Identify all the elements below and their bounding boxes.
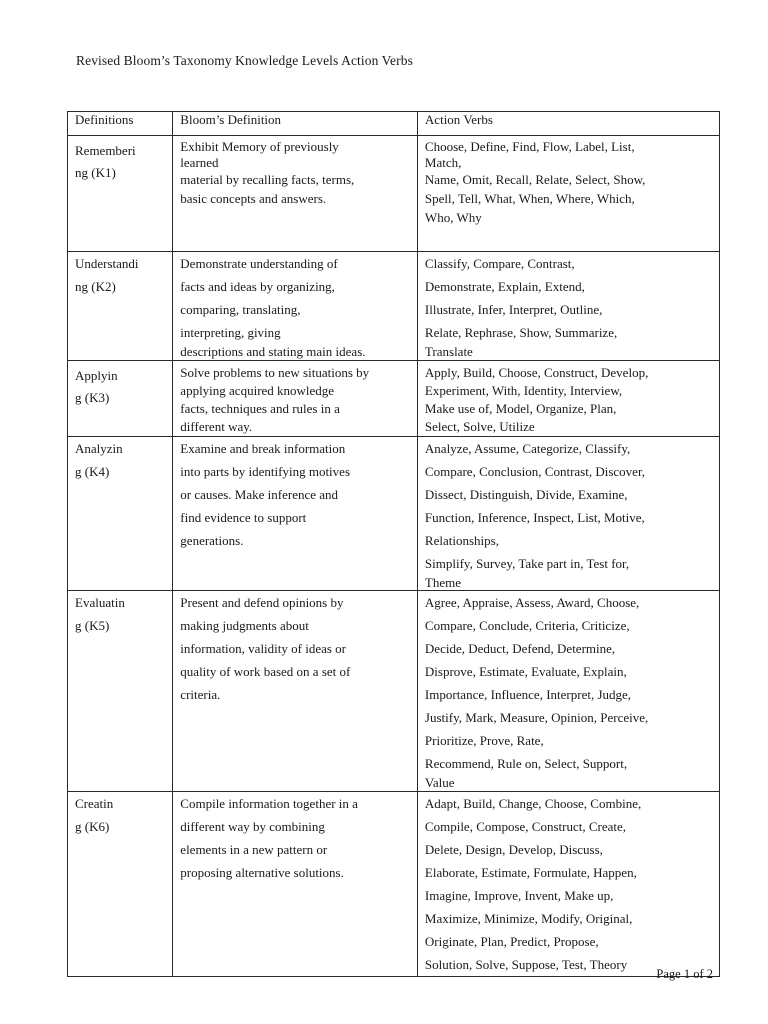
verbs-cell-k3 — [417, 361, 719, 437]
definition-line: facts and ideas by organizing, — [180, 279, 335, 294]
table-row-k6 — [68, 792, 720, 977]
verbs-line: Delete, Design, Develop, Discuss, — [424, 842, 603, 857]
verbs-line: Maximize, Minimize, Modify, Original, — [424, 911, 633, 926]
level-line: Understandi — [75, 256, 139, 271]
definition-line: information, validity of ideas or — [180, 641, 347, 656]
definition-line: generations. — [180, 533, 244, 548]
level-cell-k2 — [68, 252, 173, 361]
table-row-k5 — [68, 591, 720, 792]
definition-line: criteria. — [180, 687, 221, 702]
definition-line: facts, techniques and rules in a — [180, 401, 340, 416]
definition-line: find evidence to support — [180, 510, 307, 525]
level-line: ng (K1) — [75, 165, 116, 180]
verbs-line: Relationships, — [424, 533, 499, 548]
verbs-cell-k5 — [417, 591, 719, 792]
verbs-line: Function, Inference, Inspect, List, Motive, — [424, 510, 645, 525]
definition-line: basic concepts and answers. — [180, 191, 327, 206]
verbs-line: Originate, Plan, Predict, Propose, — [424, 934, 599, 949]
definition-cell-k3 — [173, 361, 418, 437]
verbs-line: Justify, Mark, Measure, Opinion, Perceive, — [424, 710, 649, 725]
verbs-line: Agree, Appraise, Assess, Award, Choose, — [424, 595, 640, 610]
verbs-cell-k2 — [417, 252, 719, 361]
definition-line: into parts by identifying motives — [180, 464, 351, 479]
header-blooms-definition: Bloom’s Definition — [173, 112, 418, 136]
table-row-k2 — [68, 252, 720, 361]
verbs-cell-k6 — [417, 792, 719, 977]
definition-line: descriptions and stating main ideas. — [180, 344, 366, 359]
header-definitions: Definitions — [68, 112, 173, 136]
definition-line: making judgments about — [180, 618, 309, 633]
verbs-line: Translate — [424, 344, 473, 359]
verbs-line: Importance, Influence, Interpret, Judge, — [424, 687, 632, 702]
verbs-line: Illustrate, Infer, Interpret, Outline, — [424, 302, 603, 317]
table-header-row — [68, 112, 720, 136]
definition-line: Demonstrate understanding of — [180, 256, 338, 271]
definition-line: interpreting, giving — [180, 325, 281, 340]
verbs-line: Select, Solve, Utilize — [424, 419, 535, 434]
definition-line: Compile information together in a — [180, 796, 358, 811]
definition-line: proposing alternative solutions. — [180, 865, 344, 880]
verbs-line: Classify, Compare, Contrast, — [424, 256, 575, 271]
definition-cell-k1 — [173, 136, 418, 252]
verbs-line: Compile, Compose, Construct, Create, — [424, 819, 627, 834]
level-cell-k1 — [68, 136, 173, 252]
verbs-line: Disprove, Estimate, Evaluate, Explain, — [424, 664, 627, 679]
verbs-line: Choose, Define, Find, Flow, Label, List, — [424, 139, 635, 154]
level-cell-k3 — [68, 361, 173, 437]
level-line: ng (K2) — [75, 279, 116, 294]
level-line: Evaluatin — [75, 595, 125, 610]
header-action-verbs: Action Verbs — [417, 112, 719, 136]
definition-cell-k2 — [173, 252, 418, 361]
definition-line: elements in a new pattern or — [180, 842, 328, 857]
document-title: Revised Bloom’s Taxonomy Knowledge Levels Action Verbs — [76, 53, 413, 68]
level-cell-k5 — [68, 591, 173, 792]
verbs-line: Decide, Deduct, Defend, Determine, — [424, 641, 616, 656]
level-line: Creatin — [75, 796, 114, 811]
verbs-line: Dissect, Distinguish, Divide, Examine, — [424, 487, 628, 502]
table-row-k4 — [68, 437, 720, 591]
verbs-line: Analyze, Assume, Categorize, Classify, — [424, 441, 631, 456]
definition-cell-k5 — [173, 591, 418, 792]
level-cell-k4 — [68, 437, 173, 591]
definition-line: material by recalling facts, terms, — [180, 172, 355, 187]
verbs-line: Match, — [424, 154, 462, 170]
level-line: g (K3) — [75, 390, 110, 405]
definition-line: Present and defend opinions by — [180, 595, 344, 610]
page-number: Page 1 of 2 — [656, 967, 713, 981]
definition-line: different way by combining — [180, 819, 325, 834]
verbs-line: Theme — [424, 575, 462, 590]
verbs-line: Name, Omit, Recall, Relate, Select, Show, — [424, 172, 646, 187]
level-line: g (K6) — [75, 819, 110, 834]
definition-cell-k4 — [173, 437, 418, 591]
verbs-line: Spell, Tell, What, When, Where, Which, — [424, 191, 635, 206]
level-line: g (K4) — [75, 464, 110, 479]
definition-line: learned — [180, 154, 219, 170]
verbs-line: Simplify, Survey, Take part in, Test for, — [424, 556, 630, 571]
table-row-k3 — [68, 361, 720, 437]
verbs-line: Relate, Rephrase, Show, Summarize, — [424, 325, 618, 340]
taxonomy-table — [67, 111, 720, 977]
definition-line: or causes. Make inference and — [180, 487, 339, 502]
definition-cell-k6 — [173, 792, 418, 977]
definition-line: applying acquired knowledge — [180, 383, 335, 398]
verbs-line: Make use of, Model, Organize, Plan, — [424, 401, 617, 416]
verbs-cell-k1 — [417, 136, 719, 252]
verbs-line: Compare, Conclusion, Contrast, Discover, — [424, 464, 646, 479]
verbs-line: Imagine, Improve, Invent, Make up, — [424, 888, 614, 903]
verbs-line: Demonstrate, Explain, Extend, — [424, 279, 585, 294]
level-line: Rememberi — [75, 143, 136, 158]
definition-line: quality of work based on a set of — [180, 664, 351, 679]
definition-line: Solve problems to new situations by — [180, 365, 370, 380]
verbs-line: Experiment, With, Identity, Interview, — [424, 383, 623, 398]
verbs-line: Adapt, Build, Change, Choose, Combine, — [424, 796, 642, 811]
verbs-line: Prioritize, Prove, Rate, — [424, 733, 544, 748]
verbs-line: Who, Why — [424, 210, 482, 225]
definition-line: comparing, translating, — [180, 302, 301, 317]
verbs-line: Recommend, Rule on, Select, Support, — [424, 756, 628, 771]
verbs-line: Elaborate, Estimate, Formulate, Happen, — [424, 865, 637, 880]
verbs-line: Apply, Build, Choose, Construct, Develop, — [424, 365, 649, 380]
table-row-k1 — [68, 136, 720, 252]
level-line: Analyzin — [75, 441, 123, 456]
level-line: g (K5) — [75, 618, 110, 633]
definition-line: Exhibit Memory of previously — [180, 139, 339, 154]
verbs-line: Compare, Conclude, Criteria, Criticize, — [424, 618, 630, 633]
level-line: Applyin — [75, 368, 118, 383]
verbs-cell-k4 — [417, 437, 719, 591]
verbs-line: Value — [424, 775, 455, 790]
definition-line: Examine and break information — [180, 441, 346, 456]
level-cell-k6 — [68, 792, 173, 977]
verbs-line: Solution, Solve, Suppose, Test, Theory — [424, 957, 628, 972]
definition-line: different way. — [180, 419, 253, 434]
